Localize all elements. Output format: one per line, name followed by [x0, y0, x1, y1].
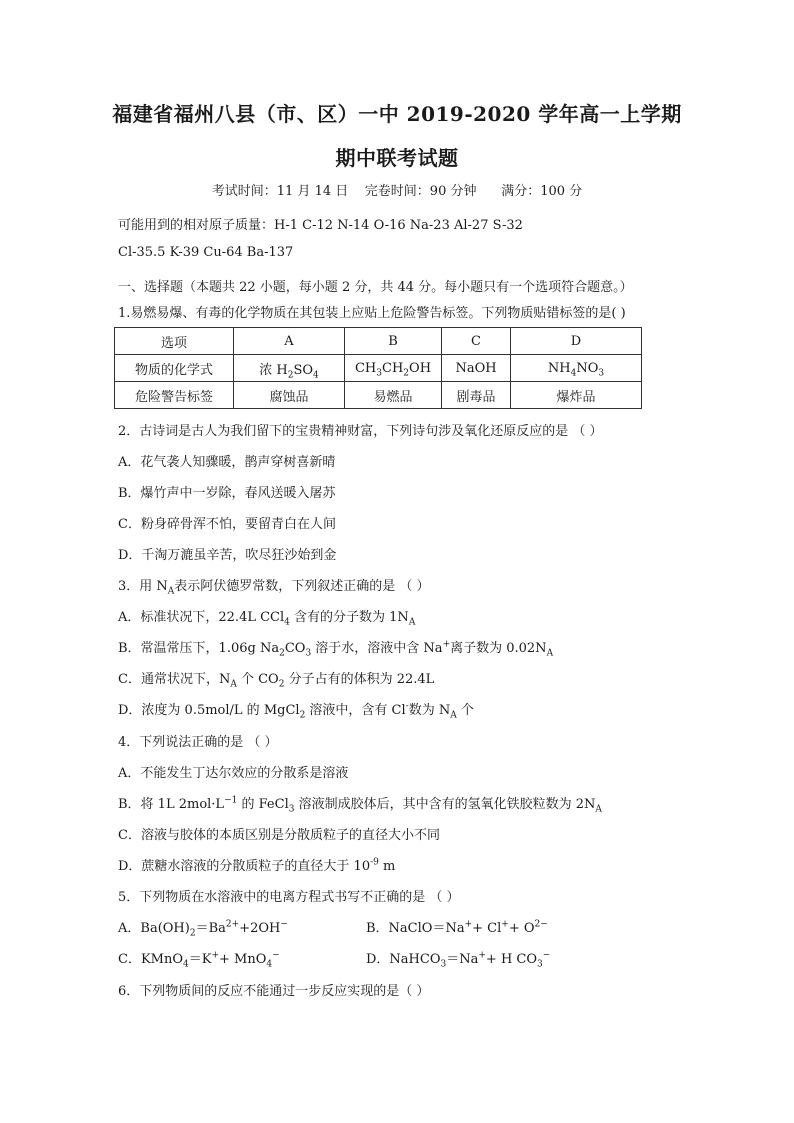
q3-stem-sub: A — [167, 586, 175, 597]
q5-option-c: C．KMnO$_4$＝K++ MnO$_4$− — [118, 950, 280, 970]
atomic-masses-line1: 可能用到的相对原子质量：H-1 C-12 N-14 O-16 Na-23 Al-27 S-32 — [118, 218, 523, 233]
q4-option-d: D．蔗糖水溶液的分散质粒子的直径大于 $10^{-9}$ m — [118, 857, 396, 874]
table-row — [115, 382, 642, 409]
q2-option-b: B．爆竹声中一岁除，春风送暖入屠苏 — [118, 486, 336, 501]
table-row — [115, 328, 642, 355]
q3-option-d: D．浓度为 0.5mol/L 的 MgCl$_2$ 溶液中，含有 Cl-数为 $N_A$ 个 — [118, 701, 474, 721]
table-cell: 腐蚀品 — [234, 382, 345, 409]
q4-option-c: C．溶液与胶体的本质区别是分散质粒子的直径大小不同 — [118, 828, 440, 843]
q5-option-b: B．NaClO＝Na++ $Cl^++ O^{2-}$ — [366, 919, 548, 936]
table-cell: 物质的化学式 — [115, 355, 234, 382]
table-cell: 选项 — [115, 328, 234, 355]
q6-stem: 6．下列物质间的反应不能通过一步反应实现的是（ ） — [118, 984, 430, 999]
table-cell: 剧毒品 — [442, 382, 511, 409]
hazard-label-table — [114, 327, 642, 409]
table-cell: B — [345, 328, 442, 355]
table-cell: $NH_4NO_3$ — [511, 355, 642, 382]
table-cell: D — [511, 328, 642, 355]
q3-option-b: B．常温常压下，1.06g $Na_2CO_3$ 溶于水，溶液中含 Na+离子数为 $0.02N_A$ — [118, 639, 554, 659]
exam-title-line1: 福建省福州八县（市、区）一中 2019-2020 学年高一上学期 — [112, 102, 682, 126]
q4-option-b: B．将 1L $2mol\cdot L^{-1}$ 的 FeCl$_3$ 溶液制成胶体后，其中含有的氢氧化铁胶粒数为 $2N_A$ — [118, 795, 602, 815]
table-cell: NaOH — [442, 355, 511, 382]
exam-meta: 考试时间：11 月 14 日 完卷时间：90 分钟 满分：100 分 — [211, 184, 583, 199]
q5-option-d: D．NaHCO$_3$＝Na++ H $CO_3^-$ — [366, 950, 551, 970]
q2-option-d: D．千淘万漉虽辛苦，吹尽狂沙始到金 — [118, 548, 337, 563]
q2-stem: 2．古诗词是古人为我们留下的宝贵精神财富，下列诗句涉及氧化还原反应的是 （ ） — [118, 424, 603, 439]
table-cell: 易燃品 — [345, 382, 442, 409]
atomic-masses-line2: Cl-35.5 K-39 Cu-64 Ba-137 — [118, 245, 294, 260]
q3-option-c: C．通常状况下，$N_A$ 个 $CO_2$ 分子占有的体积为 22.4L — [118, 672, 435, 690]
table-cell: 危险警告标签 — [115, 382, 234, 409]
exam-title-line2: 期中联考试题 — [335, 146, 459, 170]
table-cell: C — [442, 328, 511, 355]
q1-stem: 1.易燃易爆、有毒的化学物质在其包装上应贴上危险警告标签。下列物质贴错标签的是( ) — [118, 306, 626, 321]
q3-stem-post: 表示阿伏德罗常数，下列叙述正确的是 （ ） — [174, 579, 430, 594]
table-cell: A — [234, 328, 345, 355]
q2-option-c: C．粉身碎骨浑不怕，要留青白在人间 — [118, 517, 336, 532]
table-cell: 浓 $H_2SO_4$ — [234, 355, 345, 382]
section1-heading: 一、选择题（本题共 22 小题，每小题 2 分，共 44 分。每小题只有一个选项符合题意。） — [118, 280, 633, 295]
q3-stem-pre: 3．用 N — [118, 579, 168, 594]
q3-option-a: A．标准状况下，22.4L CCl$_4$ 含有的分子数为 $1N_A$ — [118, 610, 416, 628]
table-cell: 爆炸品 — [511, 382, 642, 409]
table-row — [115, 355, 642, 382]
q5-option-a: A．$Ba(OH)_2=Ba^{2+}+2OH^-$ — [118, 919, 288, 939]
q5-stem: 5．下列物质在水溶液中的电离方程式书写不正确的是 （ ） — [118, 890, 460, 905]
q4-option-a: A．不能发生丁达尔效应的分散系是溶液 — [118, 766, 349, 781]
q4-stem: 4．下列说法正确的是 （ ） — [118, 735, 278, 750]
q3-stem — [118, 575, 430, 597]
q2-option-a: A．花气袭人知骤暖，鹊声穿树喜新晴 — [118, 455, 336, 470]
table-cell: $CH_3CH_2OH$ — [345, 355, 442, 382]
